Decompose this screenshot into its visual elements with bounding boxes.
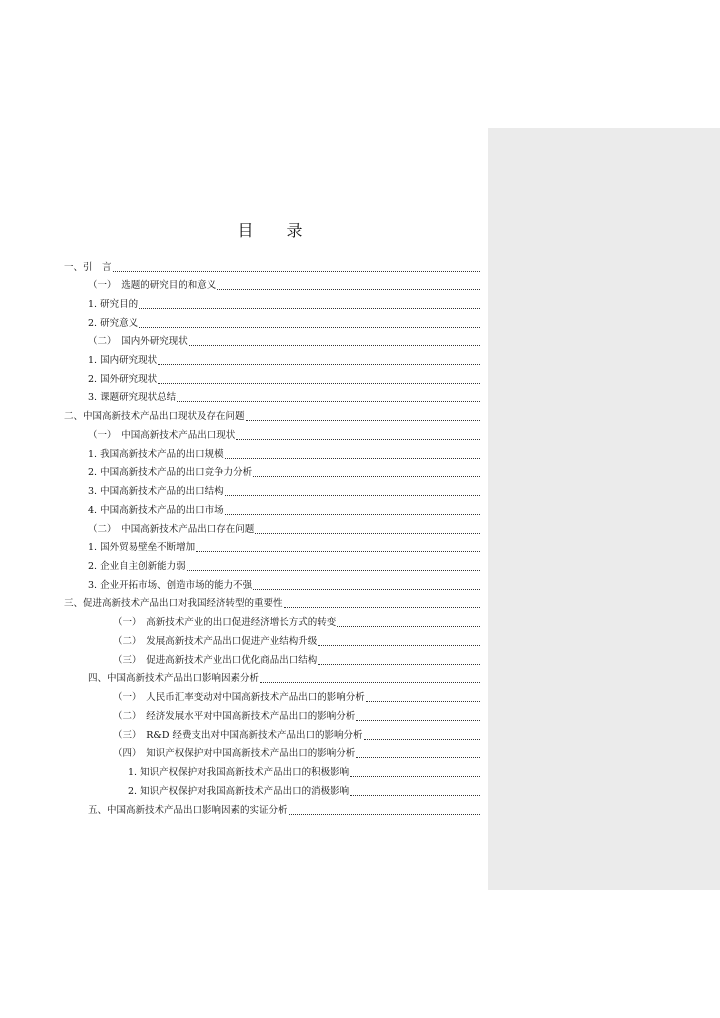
dot-leader bbox=[366, 700, 480, 702]
toc-entry-text: 3. 课题研究现状总结 bbox=[88, 392, 177, 403]
toc-entry[interactable] bbox=[88, 391, 480, 405]
toc-entry-text: （一） 人民币汇率变动对中国高新技术产品出口的影响分析 bbox=[113, 692, 365, 703]
toc-entry[interactable] bbox=[64, 597, 480, 611]
dot-leader bbox=[255, 532, 480, 534]
toc-entry-text: （一） 中国高新技术产品出口现状 bbox=[88, 430, 236, 441]
toc-entry[interactable] bbox=[88, 466, 480, 480]
toc-entry-text: （二） 经济发展水平对中国高新技术产品出口的影响分析 bbox=[113, 711, 356, 722]
toc-entry-text: 2. 中国高新技术产品的出口竞争力分析 bbox=[88, 467, 253, 478]
toc-entry-text: 1. 研究目的 bbox=[88, 299, 139, 310]
toc-entry[interactable] bbox=[88, 485, 480, 499]
toc-entry[interactable] bbox=[113, 710, 480, 724]
dot-leader bbox=[158, 382, 480, 384]
toc-entry[interactable] bbox=[88, 354, 480, 368]
toc-entry[interactable] bbox=[88, 317, 480, 331]
dot-leader bbox=[225, 494, 480, 496]
dot-leader bbox=[196, 550, 480, 552]
toc-entry-text: 2. 国外研究现状 bbox=[88, 374, 158, 385]
toc-entry[interactable] bbox=[88, 373, 480, 387]
dot-leader bbox=[139, 307, 480, 309]
toc-entry[interactable] bbox=[88, 523, 480, 537]
toc-entry-text: （二） 国内外研究现状 bbox=[88, 336, 188, 347]
dot-leader bbox=[364, 738, 481, 740]
toc-entry-text: （三） R&D 经费支出对中国高新技术产品出口的影响分析 bbox=[113, 730, 363, 741]
dot-leader bbox=[289, 813, 480, 815]
comment-pane bbox=[488, 128, 720, 890]
toc-entry[interactable] bbox=[88, 335, 480, 349]
dot-leader bbox=[350, 775, 480, 777]
toc-entry[interactable] bbox=[113, 616, 480, 630]
dot-leader bbox=[253, 475, 480, 477]
dot-leader bbox=[187, 569, 480, 571]
toc-entry-text: 4. 中国高新技术产品的出口市场 bbox=[88, 505, 224, 516]
dot-leader bbox=[225, 513, 480, 515]
toc-entry-text: 1. 知识产权保护对我国高新技术产品出口的积极影响 bbox=[128, 767, 350, 778]
dot-leader bbox=[260, 681, 480, 683]
dot-leader bbox=[350, 794, 480, 796]
toc-entry[interactable] bbox=[88, 541, 480, 555]
toc-entry[interactable] bbox=[88, 298, 480, 312]
dot-leader bbox=[236, 438, 480, 440]
toc-entry[interactable] bbox=[88, 672, 480, 686]
toc-entry-text: 二、中国高新技术产品出口现状及存在问题 bbox=[64, 411, 245, 422]
toc-entry[interactable] bbox=[113, 654, 480, 668]
toc-entry[interactable] bbox=[88, 448, 480, 462]
toc-entry[interactable] bbox=[128, 785, 480, 799]
dot-leader bbox=[318, 644, 480, 646]
dot-leader bbox=[177, 400, 480, 402]
toc-entry-text: 1. 国内研究现状 bbox=[88, 355, 158, 366]
toc-entry-text: 2. 知识产权保护对我国高新技术产品出口的消极影响 bbox=[128, 786, 350, 797]
toc-entry[interactable] bbox=[113, 729, 480, 743]
toc-entry-text: 3. 中国高新技术产品的出口结构 bbox=[88, 486, 224, 497]
toc-entry[interactable] bbox=[64, 261, 480, 275]
dot-leader bbox=[246, 419, 480, 421]
dot-leader bbox=[356, 756, 480, 758]
toc-entry-text: 2. 研究意义 bbox=[88, 318, 139, 329]
toc-entry[interactable] bbox=[88, 804, 480, 818]
toc-entry[interactable] bbox=[128, 766, 480, 780]
toc-entry[interactable] bbox=[113, 691, 480, 705]
toc-entry-text: 五、中国高新技术产品出口影响因素的实证分析 bbox=[88, 805, 288, 816]
dot-leader bbox=[139, 326, 480, 328]
dot-leader bbox=[217, 288, 480, 290]
dot-leader bbox=[158, 363, 480, 365]
dot-leader bbox=[284, 606, 480, 608]
toc-entry-text: （二） 中国高新技术产品出口存在问题 bbox=[88, 524, 255, 535]
toc-entry[interactable] bbox=[88, 504, 480, 518]
dot-leader bbox=[253, 588, 480, 590]
dot-leader bbox=[189, 344, 480, 346]
toc-entry-text: 一、引 言 bbox=[64, 262, 112, 273]
toc-entry-text: 1. 国外贸易壁垒不断增加 bbox=[88, 542, 196, 553]
toc-entry-text: 2. 企业自主创新能力弱 bbox=[88, 561, 186, 572]
toc-entry-text: 四、中国高新技术产品出口影响因素分析 bbox=[88, 673, 260, 684]
dot-leader bbox=[113, 270, 480, 272]
page-title: 目 录 bbox=[237, 221, 317, 240]
toc-entry-text: （二） 发展高新技术产品出口促进产业结构升级 bbox=[113, 636, 318, 647]
toc-entry-text: （四） 知识产权保护对中国高新技术产品出口的影响分析 bbox=[113, 748, 356, 759]
toc-entry-text: （三） 促进高新技术产业出口优化商品出口结构 bbox=[113, 655, 318, 666]
toc-entry[interactable] bbox=[64, 410, 480, 424]
dot-leader bbox=[337, 625, 480, 627]
dot-leader bbox=[356, 719, 480, 721]
toc-entry-text: 三、促进高新技术产品出口对我国经济转型的重要性 bbox=[64, 598, 283, 609]
toc-entry[interactable] bbox=[88, 579, 480, 593]
toc-entry[interactable] bbox=[88, 560, 480, 574]
toc-entry-text: （一） 高新技术产业的出口促进经济增长方式的转变 bbox=[113, 617, 337, 628]
toc-entry-text: 3. 企业开拓市场、创造市场的能力不强 bbox=[88, 580, 253, 591]
dot-leader bbox=[318, 663, 480, 665]
toc-entry-text: （一） 选题的研究目的和意义 bbox=[88, 280, 217, 291]
toc-entry[interactable] bbox=[88, 279, 480, 293]
toc-entry[interactable] bbox=[113, 747, 480, 761]
toc-entry[interactable] bbox=[113, 635, 480, 649]
dot-leader bbox=[225, 457, 480, 459]
toc-entry-text: 1. 我国高新技术产品的出口规模 bbox=[88, 449, 224, 460]
toc-entry[interactable] bbox=[88, 429, 480, 443]
